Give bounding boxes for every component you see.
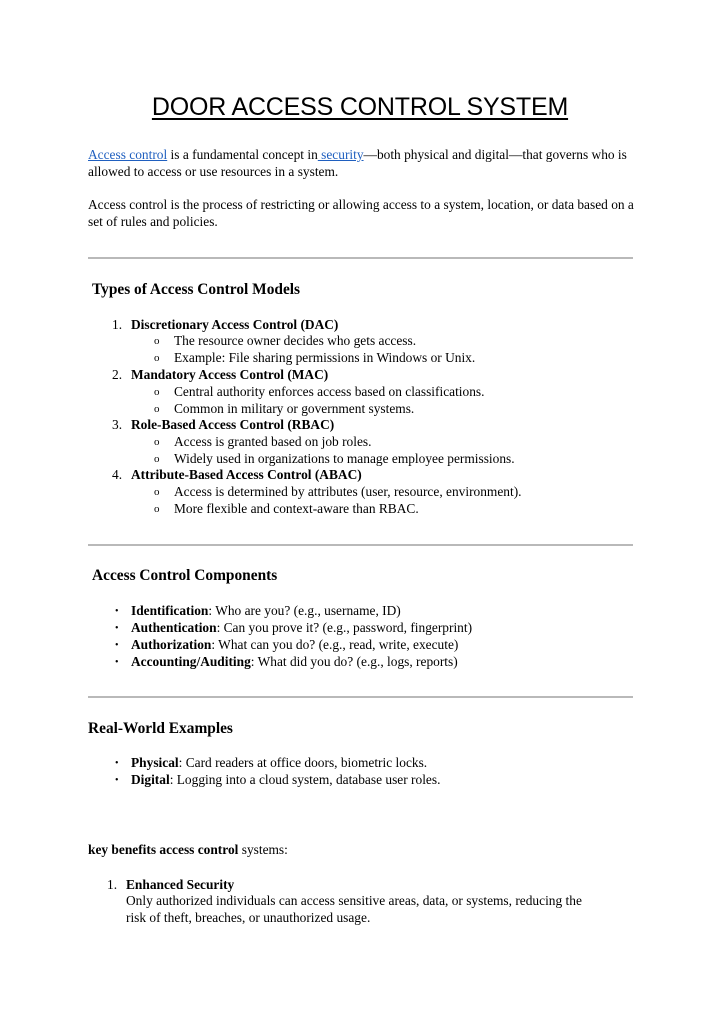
sub-item-text: Central authority enforces access based on classifications. — [174, 384, 485, 399]
divider — [88, 544, 633, 546]
bullet-icon: • — [115, 640, 119, 651]
list-number: 4. — [112, 467, 123, 482]
model-name: Role-Based Access Control (RBAC) — [131, 417, 335, 432]
component-desc: : What did you do? (e.g., logs, reports) — [250, 654, 458, 669]
page-title: DOOR ACCESS CONTROL SYSTEM — [151, 93, 569, 121]
example-desc: : Logging into a cloud system, database user roles. — [169, 772, 441, 787]
component-term: Authorization — [131, 637, 212, 652]
benefit-title: Enhanced Security — [126, 877, 235, 892]
list-number: 3. — [112, 417, 123, 432]
intro-text-2: —both physical and digital—that governs who is allowed to access or use resources in a system. — [88, 147, 627, 179]
benefits-heading — [88, 841, 288, 858]
circle-marker-icon: o — [154, 486, 160, 498]
list-number: 1. — [107, 877, 118, 892]
list-number: 1. — [112, 317, 123, 332]
circle-marker-icon: o — [154, 436, 160, 448]
benefit-text-line: Only authorized individuals can access sensitive areas, data, or systems, reducing the — [126, 893, 582, 908]
sub-item-text: Access is granted based on job roles. — [174, 434, 372, 449]
benefits-heading-bold-1: key benefits — [88, 842, 160, 857]
security-link[interactable]: security — [317, 147, 364, 162]
benefits-heading-bold-2: access control — [159, 842, 239, 857]
component-term: Identification — [131, 603, 209, 618]
sub-item-text: Access is determined by attributes (user, resource, environment). — [174, 484, 522, 499]
sub-item-text: The resource owner decides who gets access. — [174, 333, 417, 348]
divider — [88, 257, 633, 259]
component-desc: : What can you do? (e.g., read, write, execute) — [211, 637, 459, 652]
bullet-icon: • — [115, 623, 119, 634]
circle-marker-icon: o — [154, 453, 160, 465]
sub-item-text: Example: File sharing permissions in Windows or Unix. — [174, 350, 476, 365]
example-desc: : Card readers at office doors, biometric locks. — [178, 755, 428, 770]
sub-item-text: Common in military or government systems. — [174, 401, 415, 416]
component-desc: : Who are you? (e.g., username, ID) — [208, 603, 401, 618]
components-heading: Access Control Components — [92, 567, 278, 584]
bullet-icon: • — [115, 758, 119, 769]
component-desc: : Can you prove it? (e.g., password, fingerprint) — [216, 620, 473, 635]
model-name: Discretionary Access Control (DAC) — [131, 317, 339, 332]
circle-marker-icon: o — [154, 503, 160, 515]
circle-marker-icon: o — [154, 335, 160, 347]
component-term: Accounting/Auditing — [131, 654, 251, 669]
sub-item-text: More flexible and context-aware than RBAC. — [174, 501, 419, 516]
bullet-icon: • — [115, 606, 119, 617]
example-term: Digital — [131, 772, 170, 787]
circle-marker-icon: o — [154, 403, 160, 415]
circle-marker-icon: o — [154, 352, 160, 364]
circle-marker-icon: o — [154, 386, 160, 398]
intro-paragraph — [88, 146, 638, 180]
component-term: Authentication — [131, 620, 217, 635]
bullet-icon: • — [115, 775, 119, 786]
model-name: Attribute-Based Access Control (ABAC) — [131, 467, 362, 482]
bullet-icon: • — [115, 657, 119, 668]
example-term: Physical — [131, 755, 179, 770]
intro-text-1: is a fundamental concept in — [167, 147, 318, 162]
model-name: Mandatory Access Control (MAC) — [131, 367, 329, 382]
benefit-text-line: risk of theft, breaches, or unauthorized usage. — [126, 910, 371, 925]
benefits-heading-rest: systems: — [238, 842, 288, 857]
definition-paragraph: Access control is the process of restricting or allowing access to a system, location, or data based on a set of rules and policies. — [88, 197, 634, 229]
examples-heading: Real-World Examples — [88, 720, 233, 737]
access-control-link[interactable]: Access control — [88, 147, 168, 162]
list-number: 2. — [112, 367, 123, 382]
sub-item-text: Widely used in organizations to manage employee permissions. — [174, 451, 515, 466]
divider — [88, 696, 633, 698]
models-heading: Types of Access Control Models — [92, 281, 301, 298]
